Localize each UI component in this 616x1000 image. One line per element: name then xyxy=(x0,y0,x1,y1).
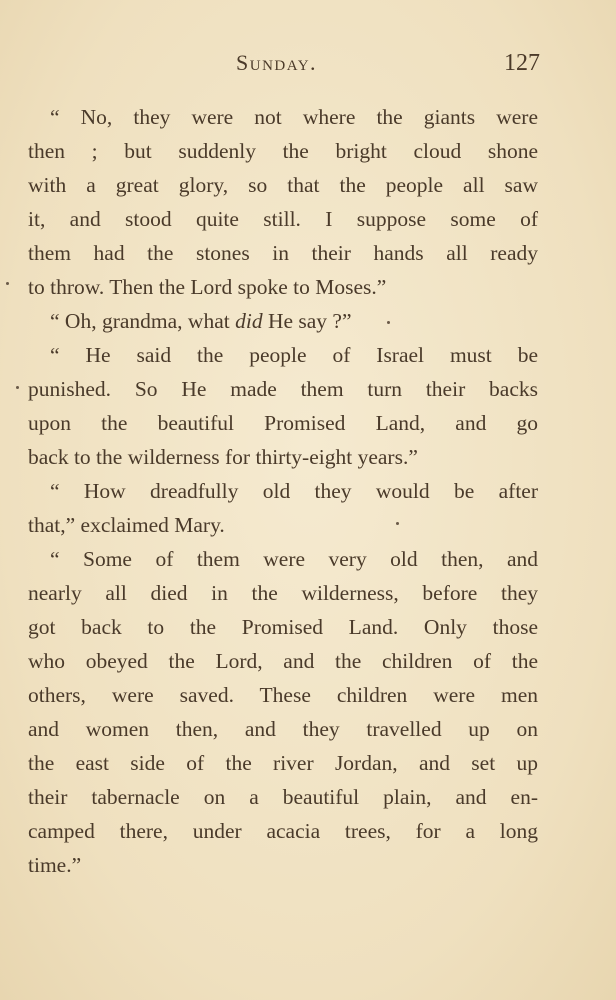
text-run: “ Oh, grandma, what xyxy=(50,309,236,333)
running-head: Sunday. xyxy=(236,50,318,75)
text-line: and women then, and they travelled up on xyxy=(28,717,538,741)
text-line: “ No, they were not where the giants were xyxy=(50,105,538,129)
text-line: punished. So He made them turn their backs xyxy=(28,377,538,401)
text-line: camped there, under acacia trees, for a long xyxy=(28,819,538,843)
text-line: got back to the Promised Land. Only those xyxy=(28,615,538,639)
text-line: to throw. Then the Lord spoke to Moses.” xyxy=(28,275,387,299)
print-speck xyxy=(387,321,390,324)
body-text xyxy=(28,100,538,882)
print-speck xyxy=(396,522,399,525)
text-line: with a great glory, so that the people all saw xyxy=(28,173,538,197)
text-line: upon the beautiful Promised Land, and go xyxy=(28,411,538,435)
text-line: “ How dreadfully old they would be after xyxy=(50,479,538,503)
italic-word: did xyxy=(235,309,263,333)
text-line: then ; but suddenly the bright cloud shone xyxy=(28,139,538,163)
print-speck xyxy=(6,282,9,285)
text-line: their tabernacle on a beautiful plain, and en- xyxy=(28,785,538,809)
text-line: “ Some of them were very old then, and xyxy=(50,547,538,571)
text-line: others, were saved. These children were men xyxy=(28,683,538,707)
text-line: that,” exclaimed Mary. xyxy=(28,513,225,537)
text-line: who obeyed the Lord, and the children of the xyxy=(28,649,538,673)
text-line xyxy=(28,304,538,338)
print-speck xyxy=(16,386,19,389)
text-run: He say ?” xyxy=(262,309,352,333)
text-line: back to the wilderness for thirty-eight years.” xyxy=(28,445,418,469)
page-number: 127 xyxy=(504,50,540,76)
text-line: time.” xyxy=(28,853,82,877)
text-line: nearly all died in the wilderness, before they xyxy=(28,581,538,605)
page-header xyxy=(28,50,540,82)
text-line: it, and stood quite still. I suppose some of xyxy=(28,207,538,231)
text-line: “ He said the people of Israel must be xyxy=(50,343,538,367)
text-line: them had the stones in their hands all ready xyxy=(28,241,538,265)
text-line: the east side of the river Jordan, and set up xyxy=(28,751,538,775)
